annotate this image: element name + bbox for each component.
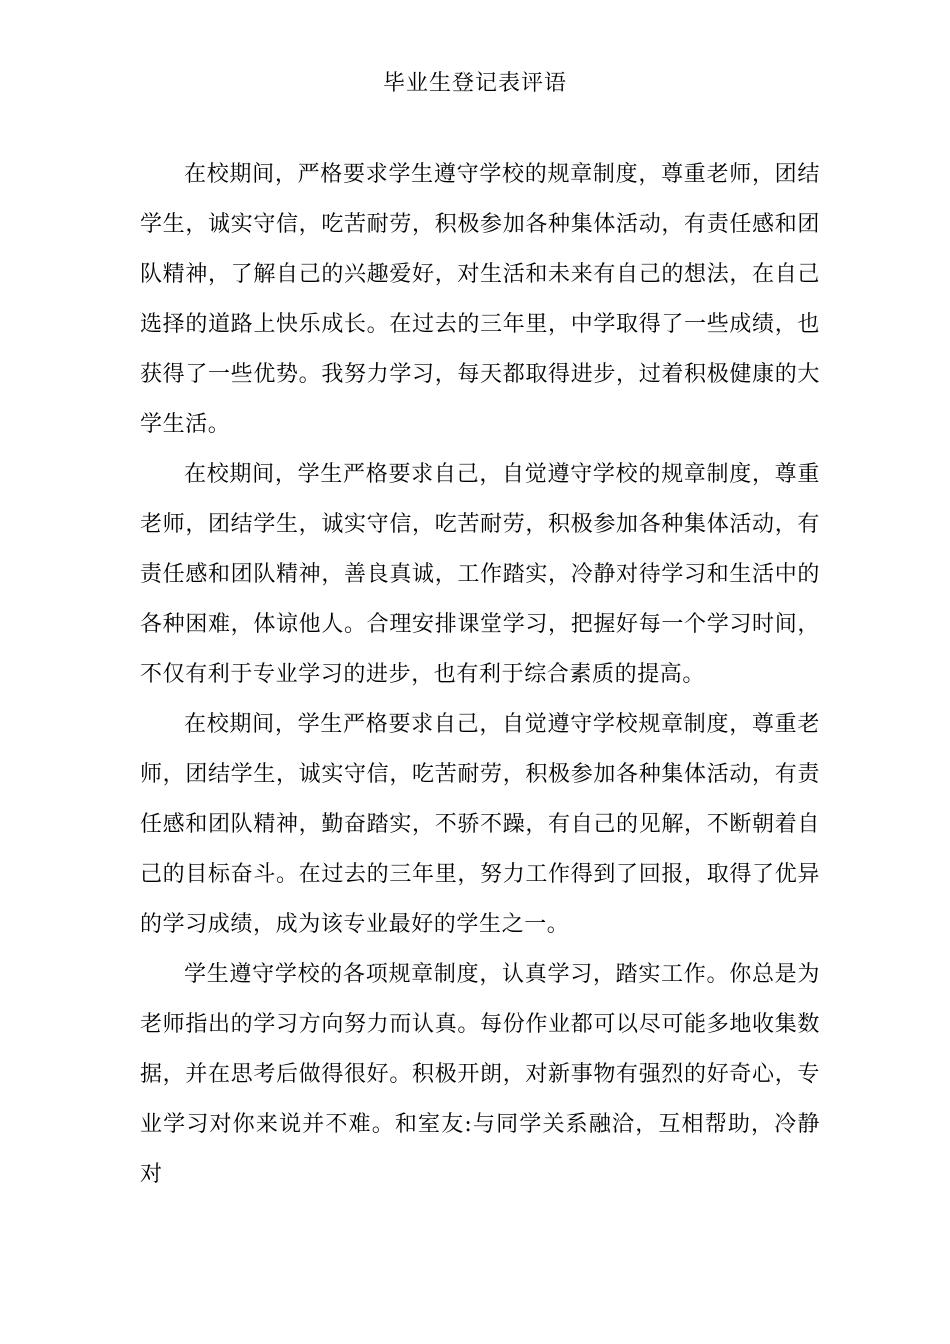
document-body — [140, 150, 820, 1200]
paragraph-2: 在校期间，学生严格要求自己，自觉遵守学校的规章制度，尊重老师，团结学生，诚实守信，吃苦耐劳，积极参加各种集体活动，有责任感和团队精神，善良真诚，工作踏实，冷静对待学习和生活中的各种困难，体谅他人。合理安排课堂学习，把握好每一个学习时间，不仅有利于专业学习的进步，也有利于综合素质的提高。 — [140, 462, 820, 687]
paragraph-3: 在校期间，学生严格要求自己，自觉遵守学校规章制度，尊重老师，团结学生，诚实守信，吃苦耐劳，积极参加各种集体活动，有责任感和团队精神，勤奋踏实，不骄不躁，有自己的见解，不断朝着自己的目标奋斗。在过去的三年里，努力工作得到了回报，取得了优异的学习成绩，成为该专业最好的学生之一。 — [140, 712, 820, 937]
paragraph-1: 在校期间，严格要求学生遵守学校的规章制度，尊重老师，团结学生，诚实守信，吃苦耐劳，积极参加各种集体活动，有责任感和团队精神，了解自己的兴趣爱好，对生活和未来有自己的想法，在自己选择的道路上快乐成长。在过去的三年里，中学取得了一些成绩，也获得了一些优势。我努力学习，每天都取得进步，过着积极健康的大学生活。 — [140, 162, 820, 437]
paragraph-4: 学生遵守学校的各项规章制度，认真学习，踏实工作。你总是为老师指出的学习方向努力而认真。每份作业都可以尽可能多地收集数据，并在思考后做得很好。积极开朗，对新事物有强烈的好奇心，专业学习对你来说并不难。和室友:与同学关系融洽，互相帮助，冷静对 — [140, 962, 820, 1187]
document-title: 毕业生登记表评语 — [382, 71, 567, 96]
